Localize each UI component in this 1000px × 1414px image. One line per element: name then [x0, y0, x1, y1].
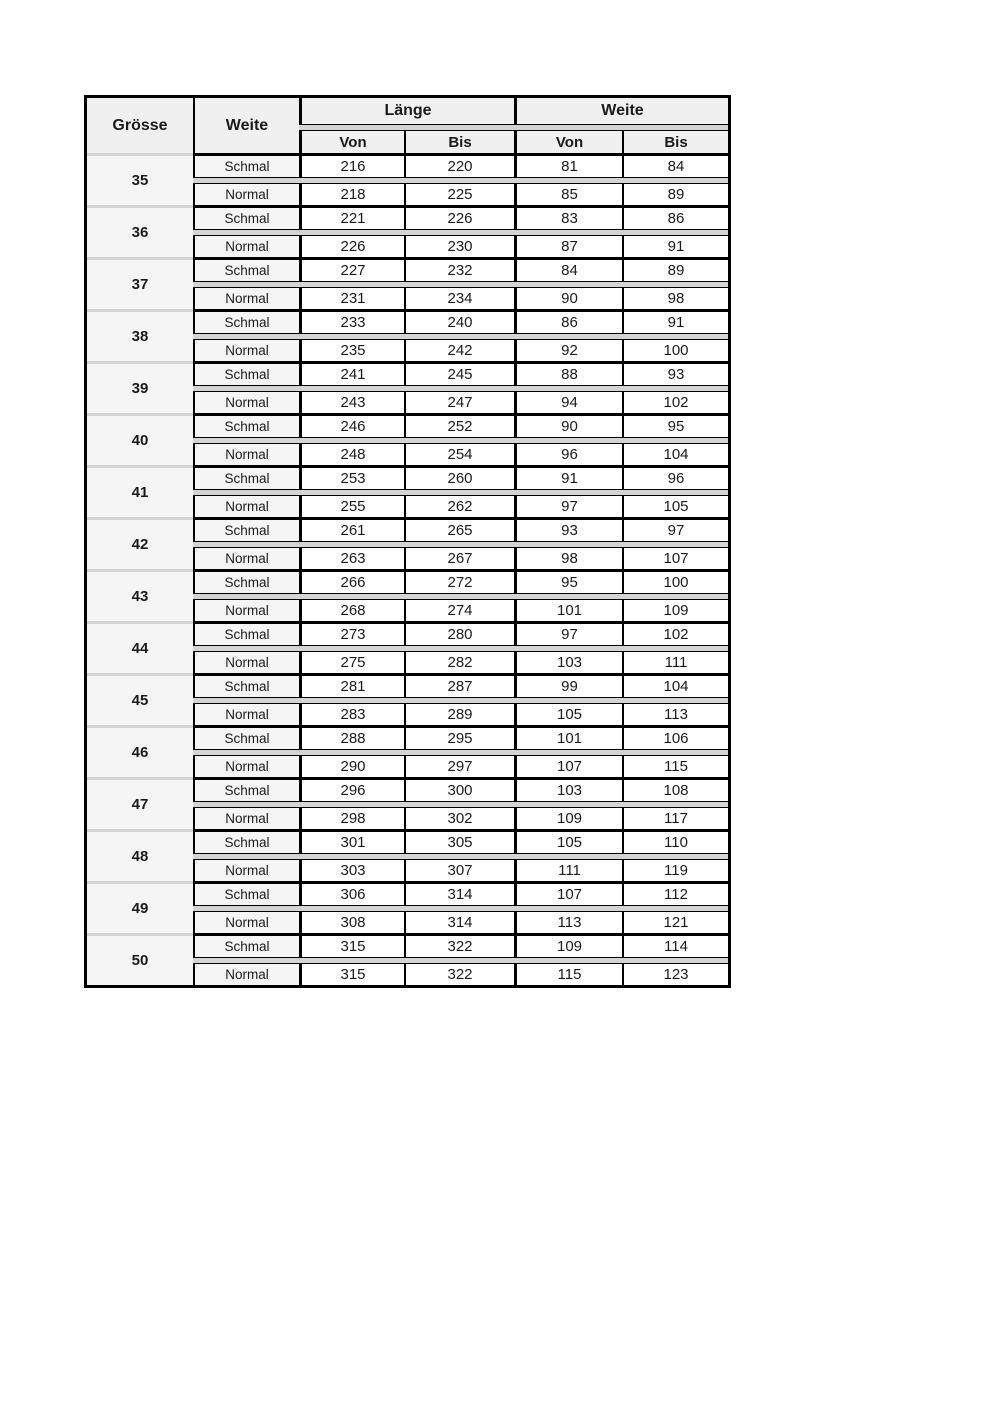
header-groesse: Grösse — [87, 98, 193, 153]
value-cell: 216 — [299, 156, 404, 178]
value-cell: 230 — [404, 235, 514, 257]
value-cell: 91 — [622, 312, 728, 334]
value-cell: 231 — [299, 287, 404, 309]
value-cell: 105 — [514, 703, 622, 725]
value-cell: 281 — [299, 676, 404, 698]
value-cell: 104 — [622, 676, 728, 698]
value-cell: 240 — [404, 312, 514, 334]
value-cell: 111 — [622, 651, 728, 673]
value-cell: 274 — [404, 599, 514, 621]
weite-type-cell: Normal — [193, 235, 299, 257]
value-cell: 247 — [404, 391, 514, 413]
value-cell: 89 — [622, 183, 728, 205]
value-cell: 112 — [622, 884, 728, 906]
value-cell: 241 — [299, 364, 404, 386]
value-cell: 273 — [299, 624, 404, 646]
value-cell: 226 — [404, 208, 514, 230]
value-cell: 114 — [622, 936, 728, 958]
weite-type-cell: Schmal — [193, 260, 299, 282]
value-cell: 99 — [514, 676, 622, 698]
value-cell: 101 — [514, 599, 622, 621]
value-cell: 88 — [514, 364, 622, 386]
weite-type-cell: Normal — [193, 599, 299, 621]
size-group-35 — [87, 156, 728, 205]
weite-type-cell: Schmal — [193, 728, 299, 750]
weite-type-cell: Normal — [193, 287, 299, 309]
value-cell: 302 — [404, 807, 514, 829]
weite-type-cell: Schmal — [193, 676, 299, 698]
value-cell: 92 — [514, 339, 622, 361]
value-cell: 109 — [622, 599, 728, 621]
value-cell: 227 — [299, 260, 404, 282]
weite-type-cell: Normal — [193, 391, 299, 413]
header-laenge-von: Von — [299, 130, 404, 153]
value-cell: 117 — [622, 807, 728, 829]
size-group-42 — [87, 520, 728, 569]
size-cell: 42 — [87, 520, 193, 569]
weite-type-cell: Schmal — [193, 312, 299, 334]
value-cell: 272 — [404, 572, 514, 594]
value-cell: 84 — [514, 260, 622, 282]
weite-type-cell: Schmal — [193, 468, 299, 490]
size-group-49 — [87, 884, 728, 933]
weite-type-cell: Normal — [193, 703, 299, 725]
value-cell: 90 — [514, 416, 622, 438]
value-cell: 106 — [622, 728, 728, 750]
size-group-39 — [87, 364, 728, 413]
value-cell: 280 — [404, 624, 514, 646]
value-cell: 93 — [514, 520, 622, 542]
value-cell: 307 — [404, 859, 514, 881]
size-group-45 — [87, 676, 728, 725]
value-cell: 103 — [514, 780, 622, 802]
weite-type-cell: Schmal — [193, 884, 299, 906]
weite-type-cell: Normal — [193, 339, 299, 361]
size-group-50 — [87, 936, 728, 985]
value-cell: 98 — [622, 287, 728, 309]
value-cell: 113 — [622, 703, 728, 725]
size-group-47 — [87, 780, 728, 829]
size-cell: 39 — [87, 364, 193, 413]
value-cell: 290 — [299, 755, 404, 777]
value-cell: 100 — [622, 572, 728, 594]
weite-type-cell: Schmal — [193, 936, 299, 958]
value-cell: 248 — [299, 443, 404, 465]
value-cell: 105 — [622, 495, 728, 517]
value-cell: 282 — [404, 651, 514, 673]
value-cell: 287 — [404, 676, 514, 698]
size-group-37 — [87, 260, 728, 309]
value-cell: 300 — [404, 780, 514, 802]
value-cell: 265 — [404, 520, 514, 542]
header-laenge-bis: Bis — [404, 130, 514, 153]
weite-type-cell: Schmal — [193, 416, 299, 438]
value-cell: 102 — [622, 624, 728, 646]
value-cell: 314 — [404, 911, 514, 933]
size-cell: 49 — [87, 884, 193, 933]
value-cell: 315 — [299, 936, 404, 958]
value-cell: 111 — [514, 859, 622, 881]
weite-type-cell: Schmal — [193, 520, 299, 542]
value-cell: 96 — [514, 443, 622, 465]
size-group-38 — [87, 312, 728, 361]
weite-type-cell: Schmal — [193, 156, 299, 178]
weite-type-cell: Normal — [193, 755, 299, 777]
value-cell: 261 — [299, 520, 404, 542]
value-cell: 123 — [622, 963, 728, 985]
value-cell: 314 — [404, 884, 514, 906]
value-cell: 232 — [404, 260, 514, 282]
weite-type-cell: Normal — [193, 807, 299, 829]
value-cell: 93 — [622, 364, 728, 386]
value-cell: 107 — [622, 547, 728, 569]
value-cell: 242 — [404, 339, 514, 361]
value-cell: 87 — [514, 235, 622, 257]
value-cell: 275 — [299, 651, 404, 673]
header-weite-bis: Bis — [622, 130, 728, 153]
value-cell: 102 — [622, 391, 728, 413]
value-cell: 83 — [514, 208, 622, 230]
value-cell: 268 — [299, 599, 404, 621]
size-cell: 37 — [87, 260, 193, 309]
value-cell: 234 — [404, 287, 514, 309]
value-cell: 235 — [299, 339, 404, 361]
value-cell: 297 — [404, 755, 514, 777]
value-cell: 95 — [514, 572, 622, 594]
value-cell: 113 — [514, 911, 622, 933]
value-cell: 296 — [299, 780, 404, 802]
value-cell: 104 — [622, 443, 728, 465]
size-group-41 — [87, 468, 728, 517]
weite-type-cell: Normal — [193, 651, 299, 673]
value-cell: 288 — [299, 728, 404, 750]
size-group-36 — [87, 208, 728, 257]
value-cell: 255 — [299, 495, 404, 517]
header-laenge-group: Länge — [299, 98, 514, 125]
value-cell: 89 — [622, 260, 728, 282]
value-cell: 221 — [299, 208, 404, 230]
weite-type-cell: Normal — [193, 911, 299, 933]
weite-type-cell: Normal — [193, 859, 299, 881]
size-cell: 48 — [87, 832, 193, 881]
value-cell: 85 — [514, 183, 622, 205]
value-cell: 220 — [404, 156, 514, 178]
size-group-46 — [87, 728, 728, 777]
value-cell: 301 — [299, 832, 404, 854]
size-cell: 45 — [87, 676, 193, 725]
value-cell: 266 — [299, 572, 404, 594]
table-header — [87, 98, 728, 153]
header-weite: Weite — [193, 98, 299, 153]
value-cell: 322 — [404, 936, 514, 958]
size-cell: 38 — [87, 312, 193, 361]
size-group-44 — [87, 624, 728, 673]
value-cell: 253 — [299, 468, 404, 490]
size-cell: 50 — [87, 936, 193, 985]
value-cell: 109 — [514, 936, 622, 958]
value-cell: 305 — [404, 832, 514, 854]
value-cell: 262 — [404, 495, 514, 517]
weite-type-cell: Schmal — [193, 780, 299, 802]
value-cell: 109 — [514, 807, 622, 829]
value-cell: 303 — [299, 859, 404, 881]
value-cell: 295 — [404, 728, 514, 750]
value-cell: 86 — [514, 312, 622, 334]
weite-type-cell: Normal — [193, 183, 299, 205]
value-cell: 298 — [299, 807, 404, 829]
value-cell: 95 — [622, 416, 728, 438]
weite-type-cell: Schmal — [193, 572, 299, 594]
weite-type-cell: Normal — [193, 547, 299, 569]
weite-type-cell: Schmal — [193, 624, 299, 646]
size-group-48 — [87, 832, 728, 881]
header-weite-von: Von — [514, 130, 622, 153]
value-cell: 252 — [404, 416, 514, 438]
value-cell: 267 — [404, 547, 514, 569]
value-cell: 90 — [514, 287, 622, 309]
value-cell: 96 — [622, 468, 728, 490]
value-cell: 308 — [299, 911, 404, 933]
value-cell: 107 — [514, 884, 622, 906]
weite-type-cell: Normal — [193, 963, 299, 985]
weite-type-cell: Schmal — [193, 364, 299, 386]
value-cell: 81 — [514, 156, 622, 178]
size-cell: 43 — [87, 572, 193, 621]
value-cell: 246 — [299, 416, 404, 438]
size-cell: 41 — [87, 468, 193, 517]
value-cell: 86 — [622, 208, 728, 230]
value-cell: 263 — [299, 547, 404, 569]
value-cell: 121 — [622, 911, 728, 933]
value-cell: 103 — [514, 651, 622, 673]
value-cell: 119 — [622, 859, 728, 881]
size-cell: 44 — [87, 624, 193, 673]
value-cell: 226 — [299, 235, 404, 257]
value-cell: 233 — [299, 312, 404, 334]
weite-type-cell: Normal — [193, 495, 299, 517]
table-body — [87, 153, 728, 985]
value-cell: 245 — [404, 364, 514, 386]
value-cell: 97 — [622, 520, 728, 542]
value-cell: 108 — [622, 780, 728, 802]
value-cell: 306 — [299, 884, 404, 906]
value-cell: 100 — [622, 339, 728, 361]
value-cell: 105 — [514, 832, 622, 854]
size-cell: 40 — [87, 416, 193, 465]
value-cell: 97 — [514, 624, 622, 646]
size-cell: 35 — [87, 156, 193, 205]
size-group-43 — [87, 572, 728, 621]
value-cell: 218 — [299, 183, 404, 205]
value-cell: 289 — [404, 703, 514, 725]
size-cell: 47 — [87, 780, 193, 829]
value-cell: 98 — [514, 547, 622, 569]
value-cell: 283 — [299, 703, 404, 725]
value-cell: 115 — [622, 755, 728, 777]
value-cell: 254 — [404, 443, 514, 465]
value-cell: 115 — [514, 963, 622, 985]
value-cell: 94 — [514, 391, 622, 413]
size-group-40 — [87, 416, 728, 465]
weite-type-cell: Schmal — [193, 208, 299, 230]
weite-type-cell: Schmal — [193, 832, 299, 854]
value-cell: 315 — [299, 963, 404, 985]
value-cell: 225 — [404, 183, 514, 205]
header-weite-group: Weite — [514, 98, 728, 125]
weite-type-cell: Normal — [193, 443, 299, 465]
value-cell: 322 — [404, 963, 514, 985]
value-cell: 84 — [622, 156, 728, 178]
value-cell: 91 — [622, 235, 728, 257]
value-cell: 91 — [514, 468, 622, 490]
value-cell: 260 — [404, 468, 514, 490]
value-cell: 107 — [514, 755, 622, 777]
size-cell: 46 — [87, 728, 193, 777]
value-cell: 243 — [299, 391, 404, 413]
size-chart-table — [84, 95, 731, 988]
value-cell: 101 — [514, 728, 622, 750]
value-cell: 97 — [514, 495, 622, 517]
value-cell: 110 — [622, 832, 728, 854]
size-cell: 36 — [87, 208, 193, 257]
